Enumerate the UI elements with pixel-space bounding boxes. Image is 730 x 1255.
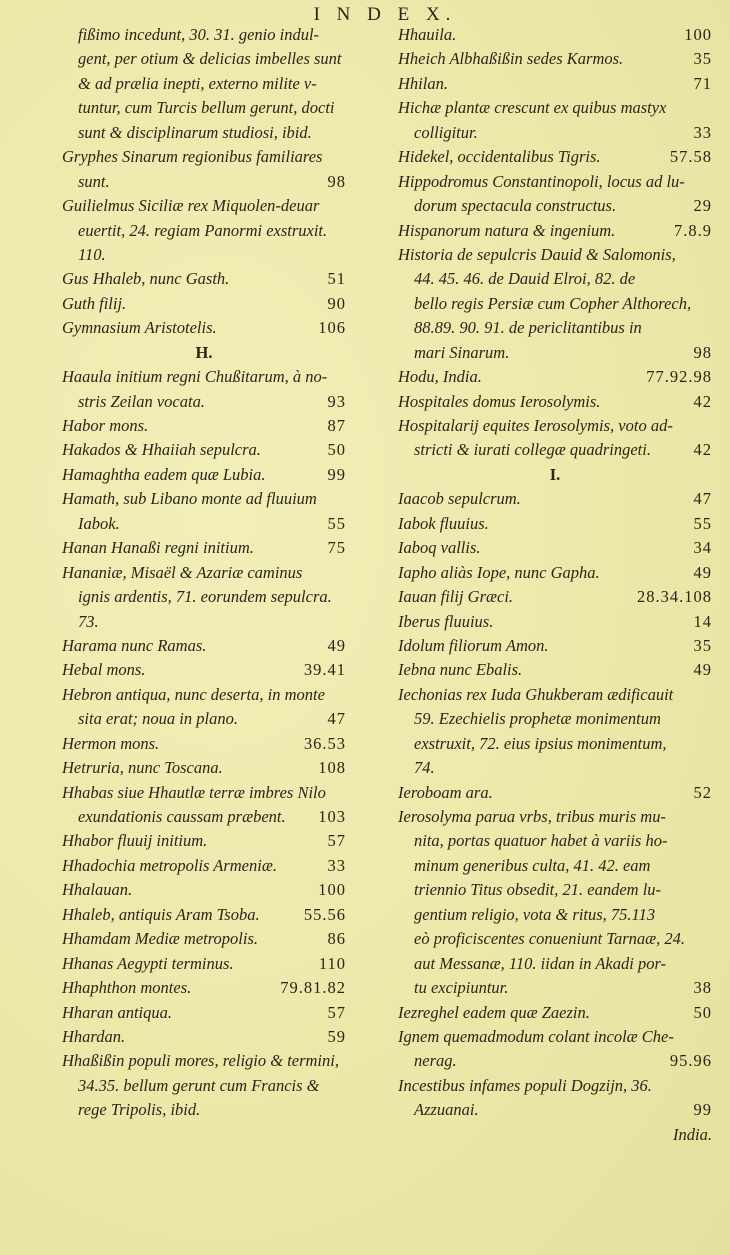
page-reference: 57 [327, 831, 346, 851]
index-entry-continuation [398, 292, 712, 316]
page-reference: 50 [693, 1002, 712, 1022]
entry-text: Hhanas Aegypti terminus. [62, 953, 234, 973]
index-entry-continuation [62, 72, 346, 96]
page-header: I N D E X. [313, 4, 457, 25]
page-reference: 57.58 [669, 147, 712, 167]
index-entry [398, 145, 712, 169]
page-reference: 59 [327, 1026, 346, 1046]
index-entry-continuation [62, 1098, 346, 1122]
index-entry [62, 536, 346, 560]
entry-text: sita erat; noua in plano. [78, 709, 238, 729]
entry-text: Hispanorum natura & ingenium. [398, 220, 616, 240]
entry-text: Iberus fluuius. [398, 611, 494, 631]
entry-text: Ieroboam ara. [398, 782, 493, 802]
index-entry-continuation [62, 47, 346, 71]
index-entry [398, 683, 712, 707]
page-reference: 77.92.98 [646, 367, 712, 387]
entry-text: Hospitales domus Ierosolymis. [398, 391, 601, 411]
entry-text: Hhauila. [398, 25, 457, 44]
entry-text: fißimo incedunt, 30. 31. genio indul- [78, 25, 320, 44]
entry-text: Iabok fluuius. [398, 513, 489, 533]
entry-text: Hhardan. [62, 1026, 126, 1046]
index-entry-continuation [398, 732, 712, 756]
entry-text: Hebron antiqua, nunc deserta, in monte [62, 684, 325, 704]
entry-text: sunt. [78, 171, 110, 191]
entry-text: sunt & disciplinarum studiosi, ibid. [78, 122, 312, 142]
entry-text: Iapho aliàs Iope, nunc Gapha. [398, 562, 600, 582]
entry-text: Hharan antiqua. [62, 1002, 173, 1022]
page-reference: 55.56 [303, 904, 346, 924]
index-entry-continuation [398, 854, 712, 878]
page-reference: 7.8.9 [674, 220, 712, 240]
index-entry [62, 1001, 346, 1025]
page-reference: 47 [327, 709, 346, 729]
entry-text: Guth filij. [62, 293, 127, 313]
page-reference: 49 [693, 660, 712, 680]
index-entry [398, 390, 712, 414]
entry-text: Iebna nunc Ebalis. [398, 660, 523, 680]
index-entry [62, 316, 346, 340]
entry-text: Hhaleb, antiquis Aram Tsoba. [62, 904, 260, 924]
index-entry-continuation [62, 170, 346, 194]
entry-text: Haaula initium regni Chußitarum, à no- [62, 367, 328, 387]
page-reference: 39.41 [303, 660, 346, 680]
entry-text: minum generibus culta, 41. 42. eam [414, 855, 651, 875]
page-reference: 50 [327, 440, 346, 460]
entry-text: Hidekel, occidentalibus Tigris. [398, 147, 601, 167]
index-entry [398, 365, 712, 389]
index-entry [398, 561, 712, 585]
entry-text: Hodu, India. [398, 367, 482, 387]
entry-text: mari Sinarum. [414, 342, 510, 362]
entry-text: Hhadochia metropolis Armeniæ. [62, 855, 277, 875]
entry-text: tu excipiuntur. [414, 978, 509, 998]
page-reference: 33 [327, 855, 346, 875]
entry-text: Idolum filiorum Amon. [398, 635, 549, 655]
index-entry [398, 512, 712, 536]
page-reference: 87 [327, 416, 346, 435]
catchword [398, 1123, 712, 1147]
section-letter [398, 463, 712, 487]
index-entry [62, 683, 346, 707]
page-reference: 99 [693, 1100, 712, 1120]
entry-text: nerag. [414, 1051, 457, 1071]
index-entry [398, 219, 712, 243]
index-entry [62, 634, 346, 658]
index-entry-continuation [62, 121, 346, 145]
page-reference: 14 [693, 611, 712, 631]
index-entry [398, 243, 712, 267]
entry-text: Guilielmus Siciliæ rex Miquolen-deuar [62, 196, 320, 216]
page-reference: 51 [327, 269, 346, 289]
entry-text: exundationis caussam præbent. [78, 807, 286, 826]
page-reference: 71 [693, 73, 712, 93]
page-reference: 36.53 [303, 733, 346, 753]
index-entry [62, 194, 346, 218]
entry-text: 59. Ezechielis prophetæ monimentum [414, 709, 661, 729]
entry-text: Hakados & Hhaiiah sepulcra. [62, 440, 261, 460]
index-entry [62, 878, 346, 902]
page-reference: 47 [693, 489, 712, 509]
index-entry [398, 170, 712, 194]
entry-text: Hichæ plantæ crescunt ex quibus mastyx [398, 98, 667, 118]
entry-text: triennio Titus obsedit, 21. eandem lu- [414, 880, 662, 900]
page-reference: 38 [693, 978, 712, 998]
index-entry [398, 1001, 712, 1025]
index-entry [62, 1025, 346, 1049]
index-entry [398, 805, 712, 829]
page-reference: 79.81.82 [280, 978, 346, 998]
page-reference: 108 [318, 758, 346, 778]
page-reference: 34 [693, 538, 712, 558]
entry-text: bello regis Persiæ cum Copher Althorech, [414, 293, 692, 313]
index-entry [398, 1025, 712, 1049]
entry-text: tuntur, cum Turcis bellum gerunt, docti [78, 98, 335, 118]
index-entry [398, 414, 712, 438]
entry-text: gent, per otium & delicias imbelles sunt [78, 49, 342, 69]
page-reference: 99 [327, 464, 346, 484]
entry-text: Iauan filij Græci. [398, 587, 514, 607]
index-entry [398, 610, 712, 634]
entry-text: Hippodromus Constantinopoli, locus ad lu- [398, 171, 685, 191]
page-reference: 93 [327, 391, 346, 411]
index-entry [398, 96, 712, 120]
entry-text: Hananiæ, Misaël & Azariæ caminus [62, 562, 303, 582]
entry-text: Hhilan. [398, 73, 448, 93]
page-reference: 98 [327, 171, 346, 191]
entry-text: stris Zeilan vocata. [78, 391, 205, 411]
entry-text: Hhaphthon montes. [62, 978, 192, 998]
index-entry [398, 23, 712, 47]
entry-text: Hamath, sub Libano monte ad fluuium [62, 489, 317, 509]
entry-text: Iezreghel eadem quæ Zaezin. [398, 1002, 590, 1022]
index-entry-continuation [398, 976, 712, 1000]
index-entry [62, 952, 346, 976]
index-column-left [62, 23, 346, 1123]
index-entry-continuation [62, 1074, 346, 1098]
page-reference: 106 [318, 318, 346, 338]
entry-text: Hospitalarij equites Ierosolymis, voto ad- [398, 416, 673, 435]
page-reference: 49 [327, 635, 346, 655]
index-entry [398, 585, 712, 609]
index-entry-continuation [398, 1098, 712, 1122]
entry-text: colligitur. [414, 122, 478, 142]
index-entry [398, 47, 712, 71]
page-reference: 29 [693, 196, 712, 216]
index-entry [62, 781, 346, 805]
index-entry [62, 438, 346, 462]
index-entry-continuation [62, 585, 346, 609]
index-entry [62, 414, 346, 438]
entry-text: Hhabor fluuij initium. [62, 831, 208, 851]
page-reference: 42 [693, 391, 712, 411]
entry-text: eò proficiscentes conueniunt Tarnaæ, 24. [414, 929, 686, 949]
entry-text: 110. [78, 244, 106, 264]
index-entry [398, 536, 712, 560]
index-entry [398, 658, 712, 682]
index-column-right [398, 23, 712, 1147]
entry-text: 74. [414, 758, 435, 778]
page-reference: 33 [693, 122, 712, 142]
page-reference: 110 [318, 953, 346, 973]
index-entry [62, 829, 346, 853]
entry-text: 44. 45. 46. de Dauid Elroi, 82. de [414, 269, 636, 289]
entry-text: 88.89. 90. 91. de periclitantibus in [414, 318, 642, 338]
entry-text: Ignem quemadmodum colant incolæ Che- [398, 1026, 674, 1046]
entry-text: stricti & iurati collegæ quadringeti. [414, 440, 651, 460]
entry-text: Historia de sepulcris Dauid & Salomonis, [398, 244, 676, 264]
index-entry-continuation [398, 903, 712, 927]
page-reference: 55 [327, 513, 346, 533]
index-entry-continuation [398, 194, 712, 218]
entry-text: India. [673, 1124, 712, 1144]
page-reference: 57 [327, 1002, 346, 1022]
entry-text: dorum spectacula constructus. [414, 196, 617, 216]
page-reference: 95.96 [669, 1051, 712, 1071]
index-entry-continuation [62, 512, 346, 536]
page-reference: 98 [693, 342, 712, 362]
index-entry-continuation [398, 438, 712, 462]
entry-text: Hhabas siue Hhautlæ terræ imbres Nilo [62, 782, 326, 802]
index-entry [62, 976, 346, 1000]
page-reference: 35 [693, 49, 712, 69]
entry-text: Hamaghtha eadem quæ Lubia. [62, 464, 266, 484]
entry-text: Gus Hhaleb, nunc Gasth. [62, 269, 230, 289]
entry-text: Azzuanai. [414, 1100, 479, 1120]
index-entry-continuation [398, 829, 712, 853]
index-entry-continuation [398, 878, 712, 902]
index-entry-continuation [398, 316, 712, 340]
index-entry-continuation [398, 952, 712, 976]
index-entry [62, 267, 346, 291]
entry-text: H. [195, 342, 213, 362]
index-entry [62, 292, 346, 316]
index-entry [62, 365, 346, 389]
entry-text: exstruxit, 72. eius ipsius monimentum, [414, 733, 667, 753]
index-entry [62, 756, 346, 780]
index-entry-continuation [62, 805, 346, 829]
index-entry [398, 487, 712, 511]
index-entry [398, 634, 712, 658]
entry-text: Hetruria, nunc Toscana. [62, 758, 223, 778]
entry-text: Iechonias rex Iuda Ghukberam ædificauit [398, 684, 674, 704]
entry-text: & ad prælia inepti, externo milite v- [78, 73, 317, 93]
entry-text: Gymnasium Aristotelis. [62, 318, 217, 338]
entry-text: Hhamdam Mediæ metropolis. [62, 929, 259, 949]
index-entry-continuation [62, 23, 346, 47]
entry-text: I. [549, 464, 561, 484]
index-entry-continuation [62, 243, 346, 267]
entry-text: Hebal mons. [62, 660, 146, 680]
page-reference: 55 [693, 513, 712, 533]
entry-text: Hermon mons. [62, 733, 160, 753]
index-entry-continuation [398, 121, 712, 145]
section-letter [62, 341, 346, 365]
entry-text: 73. [78, 611, 99, 631]
page-reference: 52 [693, 782, 712, 802]
index-entry [62, 927, 346, 951]
index-entry-continuation [398, 1049, 712, 1073]
index-entry-continuation [62, 96, 346, 120]
index-entry [398, 781, 712, 805]
index-entry [62, 145, 346, 169]
page-reference: 28.34.108 [637, 587, 712, 607]
entry-text: Ierosolyma parua vrbs, tribus muris mu- [398, 807, 666, 826]
entry-text: Hhalauan. [62, 880, 133, 900]
index-entry [62, 463, 346, 487]
index-entry [398, 1074, 712, 1098]
entry-text: rege Tripolis, ibid. [78, 1100, 201, 1120]
index-entry-continuation [62, 610, 346, 634]
entry-text: Hhaßißin populi mores, religio & termini, [62, 1051, 339, 1071]
page-reference: 86 [327, 929, 346, 949]
entry-text: nita, portas quatuor habet à variis ho- [414, 831, 668, 851]
index-entry-continuation [398, 927, 712, 951]
index-entry [62, 561, 346, 585]
entry-text: Habor mons. [62, 416, 149, 435]
page-reference: 35 [693, 635, 712, 655]
page-reference: 100 [318, 880, 346, 900]
entry-text: Iaboq vallis. [398, 538, 481, 558]
page-reference: 75 [327, 538, 346, 558]
index-entry-continuation [62, 390, 346, 414]
page-reference: 103 [318, 807, 346, 826]
index-entry [62, 487, 346, 511]
entry-text: Incestibus infames populi Dogzijn, 36. [398, 1075, 652, 1095]
index-entry-continuation [62, 219, 346, 243]
index-entry [62, 732, 346, 756]
index-entry-continuation [398, 267, 712, 291]
index-entry [398, 72, 712, 96]
page-reference: 42 [693, 440, 712, 460]
index-entry [62, 658, 346, 682]
entry-text: gentium religio, vota & ritus, 75.113 [414, 904, 656, 924]
index-entry-continuation [398, 756, 712, 780]
index-entry-continuation [398, 341, 712, 365]
entry-text: aut Messanæ, 110. iidan in Akadi por- [414, 953, 667, 973]
index-entry [62, 903, 346, 927]
page-reference: 49 [693, 562, 712, 582]
index-entry [62, 854, 346, 878]
page-reference: 100 [684, 25, 712, 44]
entry-text: Iabok. [78, 513, 120, 533]
entry-text: Hanan Hanaßi regni initium. [62, 538, 254, 558]
entry-text: Gryphes Sinarum regionibus familiares [62, 147, 323, 167]
entry-text: euertit, 24. regiam Panormi exstruxit. [78, 220, 328, 240]
entry-text: Harama nunc Ramas. [62, 635, 207, 655]
index-entry-continuation [398, 707, 712, 731]
entry-text: 34.35. bellum gerunt cum Francis & [78, 1075, 320, 1095]
entry-text: Hheich Albhaßißin sedes Karmos. [398, 49, 624, 69]
index-entry [62, 1049, 346, 1073]
page-reference: 90 [327, 293, 346, 313]
index-entry-continuation [62, 707, 346, 731]
entry-text: ignis ardentis, 71. eorundem sepulcra. [78, 587, 332, 607]
entry-text: Iaacob sepulcrum. [398, 489, 521, 509]
